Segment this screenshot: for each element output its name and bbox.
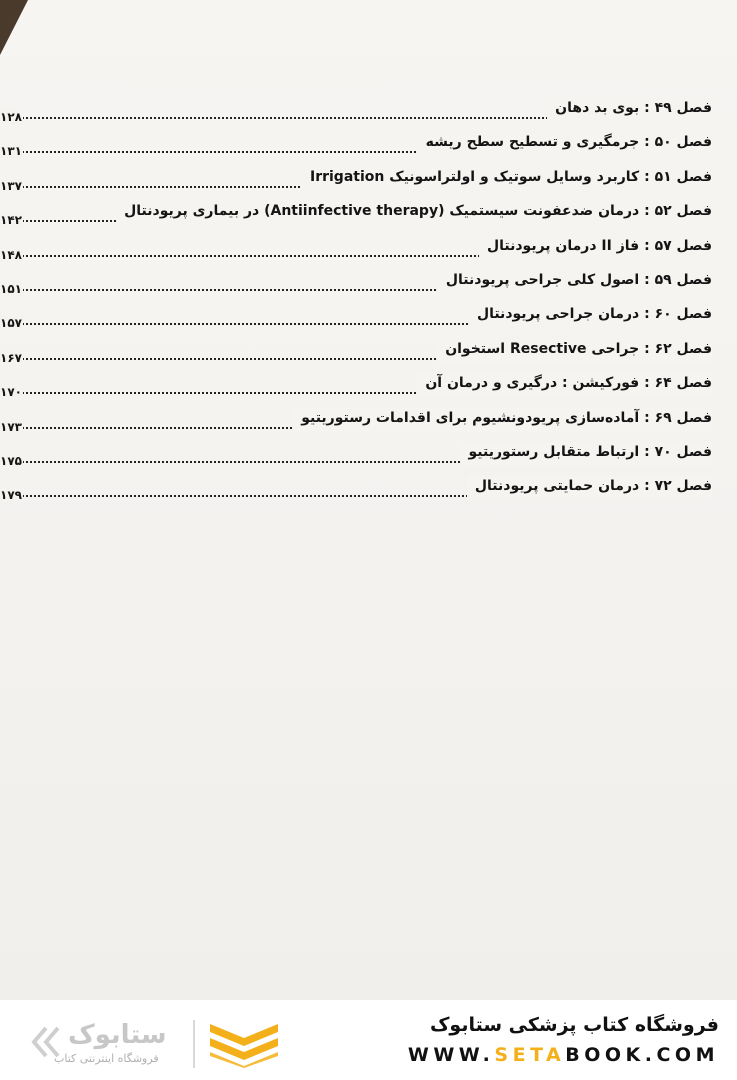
toc-entry-page: ۱۶۷: [0, 350, 22, 365]
stacked-chevrons-icon: [208, 1020, 280, 1068]
toc-entry-page: ۱۷۰: [0, 385, 22, 400]
page-corner-shadow: [0, 0, 28, 55]
toc-entry-title: فصل ۴۹ : بوی بد دهان: [555, 100, 712, 116]
toc-entry: [0, 96, 712, 130]
toc-entry: [0, 302, 712, 336]
toc-entry-title: فصل ۶۲ : جراحی Resective استخوان: [445, 340, 712, 357]
toc-entry-title: فصل ۵۹ : اصول کلی جراحی پریودنتال: [445, 271, 712, 288]
toc-entry: [0, 337, 712, 371]
url-suffix: BOOK.COM: [565, 1044, 719, 1066]
toc-entry-page: ۱۷۹: [0, 488, 22, 503]
toc-entry-title: فصل ۵۱ : کاربرد وسایل سوتیک و اولتراسونیک Irrigation: [309, 168, 712, 185]
toc-entry-title: فصل ۶۹ : آماده‌سازی پریودونشیوم برای اقدامات رستوریتیو: [301, 409, 712, 426]
toc-entry: [0, 268, 712, 302]
toc-entry: [0, 199, 712, 233]
toc-entry-title: فصل ۵۲ : درمان ضدعفونت سیستمیک (Antiinfective therapy) در بیماری پریودنتال: [124, 203, 712, 220]
toc-entry-page: ۱۷۵: [0, 453, 22, 468]
toc-entry-page: ۱۵۱: [0, 281, 22, 296]
toc-entry-title: فصل ۶۰ : درمان جراحی پریودنتال: [476, 306, 712, 323]
toc-entry-page: ۱۷۳: [0, 419, 22, 434]
store-url[interactable]: [408, 1044, 719, 1066]
url-accent: SETA: [494, 1044, 566, 1066]
setabook-logo[interactable]: [30, 1014, 285, 1072]
logo-divider: [193, 1020, 195, 1068]
store-name: فروشگاه کتاب پزشکی ستابوک: [429, 1014, 719, 1036]
toc-entry: [0, 234, 712, 268]
toc-entry-page: ۱۳۷: [0, 178, 22, 193]
toc-entry-page: ۱۵۷: [0, 316, 22, 331]
toc-entry: [0, 406, 712, 440]
url-prefix: WWW.: [407, 1044, 495, 1066]
toc-entry: [0, 371, 712, 405]
toc-entry-page: ۱۴۲: [0, 213, 22, 228]
toc-entry: [0, 165, 712, 199]
logo-subtitle: فروشگاه اینترنتی کتاب: [54, 1052, 159, 1065]
logo-wordmark: ستابوک: [68, 1020, 167, 1050]
toc-entry-title: فصل ۷۲ : درمان حمایتی پریودنتال: [474, 478, 712, 495]
toc-entry-page: ۱۲۸: [0, 110, 22, 124]
toc-entry-page: ۱۴۸: [0, 247, 22, 262]
toc-entry-title: فصل ۷۰ : ارتباط متقابل رستوریتیو: [468, 443, 712, 460]
toc-entry: [0, 474, 712, 508]
toc-entry-title: فصل ۵۷ : فاز II درمان پریودنتال: [486, 237, 712, 254]
table-of-contents: [0, 96, 712, 509]
toc-entry-title: فصل ۶۴ : فورکیشن : درگیری و درمان آن: [425, 375, 712, 392]
toc-entry: [0, 440, 712, 474]
toc-entry-page: ۱۳۱: [0, 144, 22, 159]
toc-entry: [0, 130, 712, 164]
footer-banner: [0, 1000, 737, 1080]
toc-entry-title: فصل ۵۰ : جرمگیری و تسطیح سطح ریشه: [425, 134, 712, 151]
